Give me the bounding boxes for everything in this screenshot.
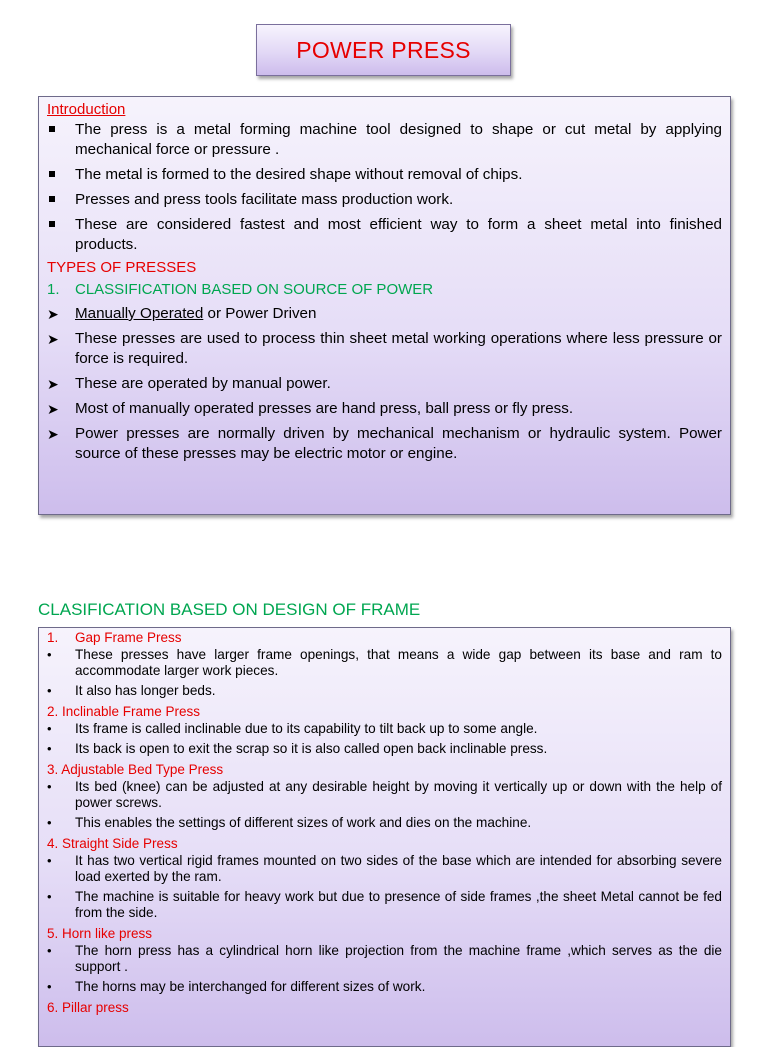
inclinable-frame-heading: 2. Inclinable Frame Press bbox=[47, 704, 201, 719]
list-item: • The horns may be interchanged for different sizes of work. bbox=[47, 979, 426, 994]
arrow-bullet-icon: ➤ bbox=[47, 306, 59, 322]
square-bullet-icon bbox=[47, 120, 67, 140]
pillar-press-heading: 6. Pillar press bbox=[47, 1000, 129, 1015]
intro-bullet: The press is a metal forming machine tool designed to shape or cut metal by applying mechanical force or pressure . bbox=[47, 120, 722, 160]
dot-bullet-icon: • bbox=[47, 779, 52, 794]
dot-bullet-icon: • bbox=[47, 815, 52, 830]
dot-bullet-icon: • bbox=[47, 943, 52, 958]
list-number: 1. bbox=[47, 281, 60, 298]
arrow-item: ➤ These presses are used to process thin sheet metal working operations where less pressure or force is required. bbox=[47, 330, 722, 367]
list-item: • The horn press has a cylindrical horn like projection from the machine frame ,which serves as the die support . bbox=[47, 943, 722, 974]
list-item: • It has two vertical rigid frames mounted on two sides of the base which are intended for absorbing severe load exerted by the ram. bbox=[47, 853, 722, 884]
list-number: 1. bbox=[47, 630, 59, 645]
list-item: • Its frame is called inclinable due to its capability to tilt back up to some angle. bbox=[47, 721, 538, 736]
arrow-bullet-icon: ➤ bbox=[47, 331, 59, 347]
introduction-heading: Introduction bbox=[47, 101, 126, 118]
arrow-bullet-icon: ➤ bbox=[47, 376, 59, 392]
list-item: • It also has longer beds. bbox=[47, 683, 216, 698]
page-title: POWER PRESS bbox=[296, 36, 471, 63]
list-item: • Its back is open to exit the scrap so it is also called open back inclinable press. bbox=[47, 741, 548, 756]
introduction-panel bbox=[38, 96, 731, 515]
types-heading: TYPES OF PRESSES bbox=[47, 259, 197, 276]
intro-bullet: Presses and press tools facilitate mass production work. bbox=[47, 190, 722, 210]
list-item: • The machine is suitable for heavy work but due to presence of side frames ,the sheet Metal cannot be fed from the side. bbox=[47, 889, 722, 920]
gap-frame-heading: 1. Gap Frame Press bbox=[47, 630, 182, 645]
dot-bullet-icon: • bbox=[47, 853, 52, 868]
arrow-item: ➤ These are operated by manual power. bbox=[47, 375, 331, 392]
dot-bullet-icon: • bbox=[47, 741, 52, 756]
dot-bullet-icon: • bbox=[47, 721, 52, 736]
arrow-bullet-icon: ➤ bbox=[47, 426, 59, 442]
square-bullet-icon bbox=[47, 190, 67, 210]
classification-heading: 1. CLASSIFICATION BASED ON SOURCE OF POWER bbox=[47, 281, 434, 298]
dot-bullet-icon: • bbox=[47, 647, 52, 662]
title-box bbox=[256, 24, 511, 76]
adjustable-bed-heading: 3. Adjustable Bed Type Press bbox=[47, 762, 224, 777]
intro-bullet: These are considered fastest and most efficient way to form a sheet metal into finished products. bbox=[47, 215, 722, 255]
intro-bullet: The metal is formed to the desired shape without removal of chips. bbox=[47, 165, 722, 185]
dot-bullet-icon: • bbox=[47, 683, 52, 698]
list-item: • Its bed (knee) can be adjusted at any desirable height by moving it vertically up or down with the help of power screws. bbox=[47, 779, 722, 810]
list-item: • This enables the settings of different sizes of work and dies on the machine. bbox=[47, 815, 532, 830]
dot-bullet-icon: • bbox=[47, 979, 52, 994]
arrow-item: ➤ Manually Operated or Power Driven bbox=[47, 305, 317, 322]
straight-side-heading: 4. Straight Side Press bbox=[47, 836, 178, 851]
square-bullet-icon bbox=[47, 215, 67, 235]
square-bullet-icon bbox=[47, 165, 67, 185]
arrow-item: ➤ Most of manually operated presses are hand press, ball press or fly press. bbox=[47, 400, 574, 417]
frame-design-panel bbox=[38, 627, 731, 1047]
dot-bullet-icon: • bbox=[47, 889, 52, 904]
manual-operated-text: Manually Operated bbox=[75, 305, 204, 322]
list-item: • These presses have larger frame openings, that means a wide gap between its base and ram to accommodate larger work pieces. bbox=[47, 647, 722, 678]
arrow-item: ➤ Power presses are normally driven by mechanical mechanism or hydraulic system. Power source of these presses may be electric motor or engine. bbox=[47, 425, 722, 462]
arrow-bullet-icon: ➤ bbox=[47, 401, 59, 417]
frame-design-heading: CLASIFICATION BASED ON DESIGN OF FRAME bbox=[38, 600, 421, 619]
horn-press-heading: 5. Horn like press bbox=[47, 926, 153, 941]
